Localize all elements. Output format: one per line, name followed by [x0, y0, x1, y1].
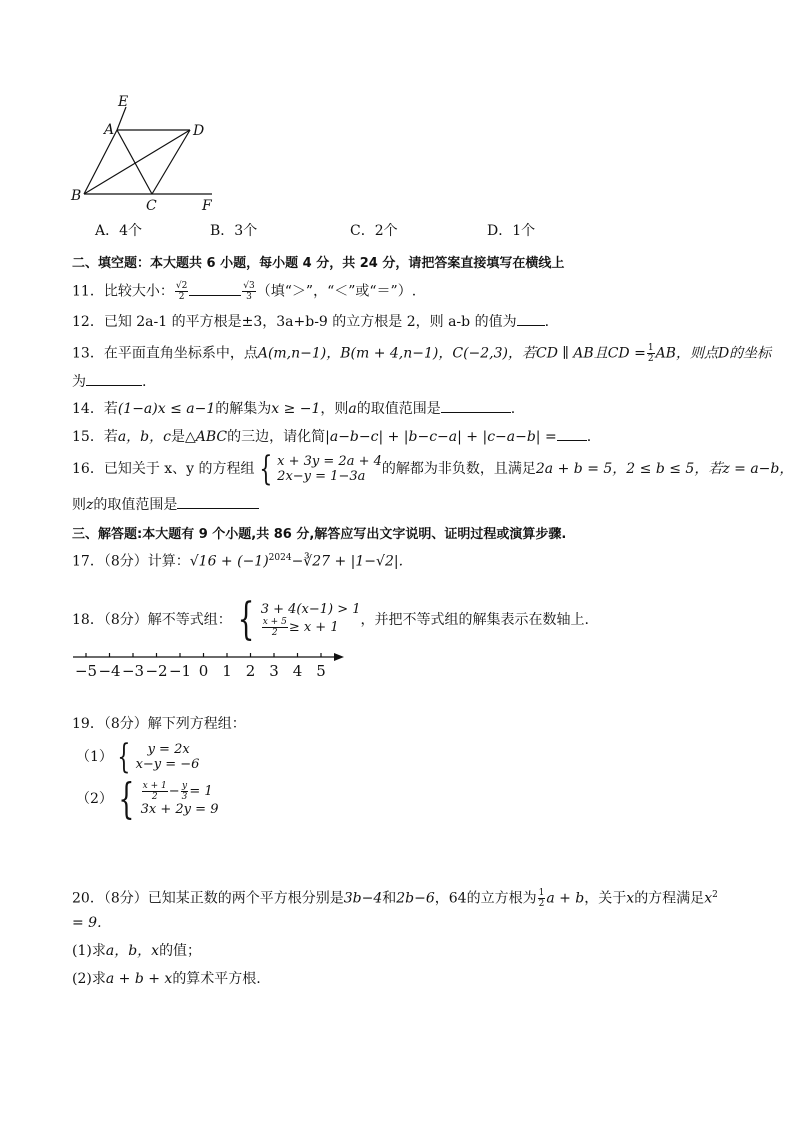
- q11-prefix: 11．比较大小：: [72, 283, 174, 300]
- geometry-figure: [66, 92, 226, 214]
- choice-text: 3个: [234, 223, 258, 239]
- arrow-right-icon: [334, 653, 344, 661]
- number-line: [70, 648, 350, 682]
- frac-num: 1: [647, 343, 654, 353]
- q20-sub2a: (2)求: [72, 971, 106, 987]
- point-label-f: F: [202, 198, 212, 214]
- number-line-label: −4: [98, 662, 121, 680]
- line-cd: [152, 130, 190, 194]
- answer-blank[interactable]: [517, 313, 545, 326]
- q15-triangle: △ABC: [184, 429, 228, 445]
- frac-den: 2: [647, 354, 654, 364]
- q20-c: 和: [382, 890, 397, 907]
- number-line-label: 2: [245, 662, 256, 680]
- system-lines: [136, 742, 200, 772]
- q20-i: 的方程满足: [634, 890, 705, 907]
- number-line-label: 0: [198, 662, 209, 680]
- frac-num: x + 5: [262, 617, 287, 627]
- number-line-label: 4: [292, 662, 303, 680]
- q13-line1a: 13．在平面直角坐标系中，点: [72, 345, 258, 362]
- answer-blank[interactable]: [441, 400, 511, 413]
- system-eq-1: y = 2x: [147, 742, 190, 757]
- q16-system: [255, 449, 382, 489]
- question-19-title: 19．（8分）解下列方程组：: [72, 716, 246, 732]
- q20-sub1a: (1)求: [72, 943, 106, 959]
- q18-system: [232, 594, 361, 645]
- system-eq-2: 2x−y = 1−3a: [277, 469, 366, 484]
- q15-vars: a，b，c: [117, 429, 171, 445]
- question-12: [72, 313, 549, 331]
- point-label-b: B: [71, 188, 82, 204]
- q13-end: .: [142, 374, 147, 390]
- frac-den: 2: [178, 292, 185, 302]
- number-line-label: 3: [269, 662, 279, 680]
- system-eq-1: x + 3y = 2a + 4: [277, 454, 382, 469]
- q14-var: a: [348, 401, 357, 417]
- number-line-label: −3: [121, 662, 145, 680]
- point-label-c: C: [146, 198, 157, 214]
- q20-var-x: x: [626, 890, 635, 907]
- q14-end: .: [510, 401, 516, 417]
- section-heading-solutions: 三、解答题:本大题有 9 个小题,共 86 分,解答应写出文字说明、证明过程或演算步骤.: [72, 527, 567, 542]
- question-11: [72, 281, 416, 302]
- fraction-sqrt3-over-3: [242, 281, 255, 302]
- part-label: （1）: [76, 749, 113, 765]
- q15-e: 的三边，请化简: [227, 429, 326, 445]
- fraction-x-plus-5-over-2: [262, 617, 288, 638]
- q12-end: .: [544, 314, 550, 330]
- choice-text: 1个: [512, 223, 536, 239]
- choice-key: C: [350, 223, 361, 239]
- section-heading-fill-in: 二、填空题：本大题共 6 小题，每小题 4 分，共 24 分，请把答案直接填写在横线上: [72, 256, 565, 271]
- fraction-sqrt2-over-2: [175, 281, 188, 302]
- answer-blank[interactable]: [86, 373, 142, 386]
- question-16-line2: [72, 496, 259, 514]
- q20-e: ，64的立方根为: [434, 890, 537, 907]
- question-14: [72, 400, 515, 418]
- q11-suffix: （填“＞”，“＜”或“＝”）.: [256, 283, 417, 300]
- answer-blank[interactable]: [189, 283, 241, 296]
- q20-sub1c: 的值；: [159, 943, 202, 959]
- q19-system-2: [113, 774, 219, 823]
- choice-key: B: [210, 223, 221, 239]
- system-eq-2: 3x + 2y = 9: [140, 802, 219, 817]
- frac-num: x + 1: [142, 781, 167, 791]
- choice-d: D．1个: [487, 223, 536, 239]
- part-label: （2）: [76, 791, 113, 807]
- choice-text: 2个: [374, 223, 398, 239]
- question-19-part1: [76, 737, 200, 777]
- line-ac: [117, 130, 152, 194]
- q17-a: 17．（8分）计算：: [72, 553, 190, 570]
- number-line-label: 1: [222, 662, 232, 680]
- q20-sub2c: 的算术平方根.: [172, 971, 261, 987]
- question-20-sub2: [72, 970, 261, 988]
- q16-a: 16．已知关于 x、y 的方程组: [72, 461, 255, 477]
- question-20-line1: [72, 886, 718, 909]
- q14-a: 14．若: [72, 401, 118, 417]
- frac-den: 2: [538, 899, 545, 910]
- question-18: [72, 594, 589, 645]
- frac-den: 3: [246, 292, 252, 302]
- system-lines: [277, 454, 382, 484]
- fraction-x-plus-1-over-2: [142, 781, 168, 802]
- q13-line1b: A(m,n−1)，B(m + 4,n−1)，C(−2,3)，若CD ∥ AB且CD =: [257, 345, 646, 362]
- q15-a: 15．若: [72, 429, 118, 445]
- answer-blank[interactable]: [177, 496, 259, 509]
- number-line-label: −5: [74, 662, 98, 680]
- q17-exponent: 2024: [268, 553, 292, 563]
- frac-den: 2: [151, 792, 158, 802]
- q20-sub2-expr: a + b + x: [105, 971, 173, 987]
- frac-den: 3: [181, 792, 188, 802]
- q20-g: ，关于: [584, 890, 627, 907]
- question-15: [72, 428, 591, 446]
- left-brace-icon: {: [237, 594, 255, 645]
- choice-b: B．3个: [210, 223, 258, 239]
- q14-solution: x ≥ −1: [271, 401, 321, 417]
- question-20-sub1: [72, 942, 201, 960]
- point-label-e: E: [118, 94, 129, 110]
- choice-text: 4个: [119, 223, 143, 239]
- left-brace-icon: {: [118, 774, 135, 823]
- question-20-line2: = 9.: [72, 915, 102, 931]
- question-13-line1: [72, 343, 771, 364]
- q13-line2a: 为: [72, 374, 86, 390]
- choice-a: A．4个: [95, 223, 143, 239]
- q20-sub1-vars: a，b，x: [105, 943, 160, 959]
- question-19-part2: [76, 774, 219, 823]
- inequality-1: 3 + 4(x−1) > 1: [260, 602, 361, 617]
- inequality-2: [261, 617, 361, 638]
- q14-c: 的解集为: [215, 401, 272, 417]
- q16-b: 的解都为非负数，且满足: [381, 461, 536, 477]
- frac-num: √3: [243, 281, 255, 291]
- left-brace-icon: {: [258, 449, 272, 489]
- q19-system-1: [113, 737, 200, 777]
- q18-b: ，并把不等式组的解集表示在数轴上.: [360, 612, 589, 628]
- q20-exponent: 2: [712, 890, 718, 900]
- q17-expr-1: √16 + (−1): [189, 553, 269, 570]
- frac-num: y: [181, 781, 188, 791]
- point-label-a: A: [104, 122, 115, 138]
- question-17: [72, 549, 403, 571]
- number-line-label: 5: [316, 662, 326, 680]
- inequality-2-rest: ≥ x + 1: [288, 620, 339, 635]
- question-13-line2: [72, 373, 146, 391]
- q13-line1c: AB，则点D的坐标: [655, 345, 772, 362]
- q16-line2c: 的取值范围是: [93, 497, 178, 513]
- q15-expression: |a−b−c| + |b−c−a| + |c−a−b| =: [325, 429, 557, 445]
- equals-one: = 1: [189, 784, 213, 799]
- q16-var: z: [86, 497, 94, 513]
- system-lines: [261, 602, 361, 638]
- frac-num: √2: [175, 281, 188, 291]
- number-line-label: −1: [168, 662, 192, 680]
- fraction-y-over-3: [181, 781, 189, 802]
- answer-blank[interactable]: [557, 428, 587, 441]
- question-16-line1: [72, 449, 794, 489]
- q20-expr: a + b: [546, 890, 585, 907]
- system-eq-2: x−y = −6: [135, 757, 200, 772]
- system-eq-1: [141, 781, 219, 802]
- q18-a: 18．（8分）解不等式组：: [72, 612, 232, 628]
- q15-c: 是: [170, 429, 185, 445]
- choice-key: A: [95, 223, 106, 239]
- left-brace-icon: {: [117, 737, 131, 777]
- q16-conditions: 2a + b = 5，2 ≤ b ≤ 5，若z = a−b，: [535, 461, 794, 477]
- frac-den: 2: [271, 628, 278, 638]
- line-ae: [117, 107, 126, 130]
- choice-key: D: [487, 223, 499, 239]
- frac-num: 1: [538, 888, 545, 899]
- q12-text: 12．已知 2a-1 的平方根是±3，3a+b-9 的立方根是 2，则 a-b 的值为: [72, 314, 517, 330]
- q14-e: ，则: [320, 401, 349, 417]
- q15-end: .: [586, 429, 592, 445]
- q20-root2: 2b−6: [396, 890, 435, 907]
- q20-root1: 3b−4: [343, 890, 383, 907]
- fraction-one-half: [538, 888, 546, 909]
- choice-c: C．2个: [350, 223, 398, 239]
- number-line-label: −2: [145, 662, 168, 680]
- q14-g: 的取值范围是: [356, 401, 441, 417]
- q14-inequality: (1−a)x ≤ a−1: [117, 401, 216, 417]
- q16-line2a: 则: [72, 497, 86, 513]
- minus-sign: −: [168, 784, 180, 799]
- point-label-d: D: [193, 123, 205, 139]
- q20-a: 20．（8分）已知某正数的两个平方根分别是: [72, 890, 344, 907]
- system-lines: [141, 781, 219, 817]
- q20-var-x2: x: [704, 890, 713, 907]
- q17-expr-2: −∛27 + |1−√2|.: [291, 553, 404, 570]
- fraction-one-half: [647, 343, 655, 364]
